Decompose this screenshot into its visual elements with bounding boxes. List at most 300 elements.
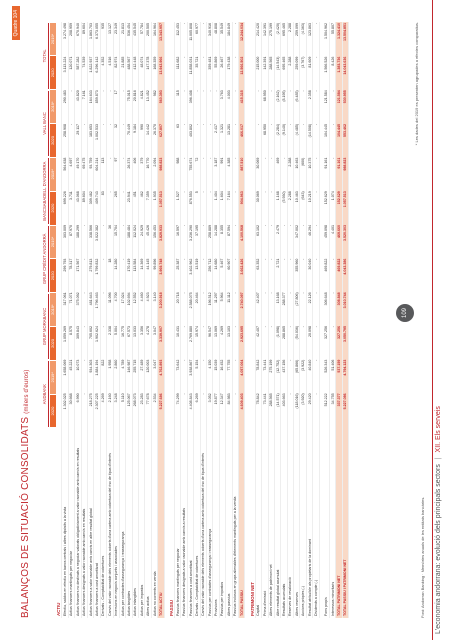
footnote-note: * Les dades del 2019 es presenten agrupades a efectes comparatius. <box>414 22 419 146</box>
cell-value: 14.043.636 <box>343 56 348 75</box>
cell-value: - <box>313 56 318 58</box>
cell-value: (14.571) <box>275 393 280 407</box>
row-label: Efectiu, saldos en efectiu en bancs centrals i altres dipòsits a la vista <box>63 506 68 616</box>
cell-value: 1.324.410 <box>337 22 342 39</box>
cell-value: 14.442 <box>146 123 151 135</box>
cell-value: - <box>182 359 187 361</box>
footer-section: XII. Els serveis <box>435 406 442 453</box>
cell-value: (8.195) <box>281 90 286 102</box>
cell-value: 10.219 <box>307 191 312 203</box>
cell-value: 403.663 <box>281 393 286 407</box>
cell-value: 13.943.966 <box>158 56 163 75</box>
cell-value: - <box>262 325 267 328</box>
cell-value: 1.604 <box>220 191 225 201</box>
row-label: Actius financers a valor raonable amb canvis en altre resultat global <box>88 508 93 616</box>
cell-value: - <box>262 157 267 159</box>
year-header: 2020 <box>50 259 56 292</box>
cell-value: 63 <box>175 123 180 128</box>
cell-value: 21.813 <box>120 22 125 34</box>
cell-value: 72 <box>194 157 199 162</box>
cell-value: 876.553 <box>188 191 193 205</box>
cell-value: 3.829.933 <box>158 224 163 241</box>
cell-value: 3.248 <box>114 393 119 403</box>
cell-value: 89.604 <box>82 191 87 203</box>
year-header: 2020 <box>50 56 56 89</box>
cell-value: 24.929 <box>139 224 144 236</box>
cell-value: 147.378 <box>146 56 151 70</box>
cell-value: 2.479 <box>275 224 280 234</box>
cell-value: 2.417 <box>214 123 219 133</box>
cell-value: 9.184 <box>133 123 138 133</box>
cell-value: 396.408 <box>188 90 193 104</box>
cell-value: 13.281 <box>226 123 231 135</box>
cell-value: 451 <box>133 191 138 198</box>
cell-value: 13.452 <box>146 90 151 102</box>
cell-value: 13.033 <box>133 325 138 337</box>
cell-value: 1.002.533 <box>95 123 100 140</box>
cell-value: 97 <box>114 157 119 162</box>
cell-value: - <box>69 123 74 126</box>
cell-value: - <box>313 22 318 25</box>
cell-value: - <box>301 292 306 294</box>
cell-value: - <box>207 191 212 193</box>
row-label: TOTAL ACTIU <box>158 592 163 616</box>
cell-value: 437.156 <box>281 359 286 373</box>
table-tag: Quadre 104 <box>12 6 20 40</box>
cell-value: 1.383.736 <box>337 56 342 73</box>
footer-bar <box>435 0 449 640</box>
cell-value: - <box>82 325 87 328</box>
cell-value: 10.431 <box>175 325 180 337</box>
cell-value: - <box>281 258 286 260</box>
cell-value: - <box>313 325 318 328</box>
cell-value: 8.575 <box>69 325 74 335</box>
cell-value: - <box>82 224 87 227</box>
cell-value: 309.843 <box>75 325 80 339</box>
row-label: Passius financers a cost amortitzat <box>188 560 193 616</box>
cell-value: 466.017 <box>239 123 244 137</box>
cell-value: - <box>233 22 238 25</box>
cell-value: 5 <box>194 191 199 194</box>
cell-value: 2.288 <box>288 56 293 66</box>
year-header: 2019* <box>50 90 56 123</box>
cell-value: - <box>233 224 238 227</box>
cell-value: - <box>233 90 238 92</box>
cell-value: 142.391 <box>262 56 267 70</box>
row-label: Derivats - Comptabilitat de cobertures <box>101 555 106 616</box>
cell-value: 4.762.893 <box>158 359 163 376</box>
cell-value: - <box>288 393 293 395</box>
cell-value: 265 <box>114 191 119 198</box>
cell-value: 3.113.224 <box>63 56 68 73</box>
cell-value: 2.094 <box>152 157 157 167</box>
cell-value: 11.096 <box>107 292 112 304</box>
cell-value: 1.302.025 <box>63 393 68 410</box>
row-label: TOTAL PATRIMONI NET <box>337 575 342 616</box>
cell-value: 142.391 <box>262 22 267 36</box>
cell-value: - <box>201 359 206 361</box>
cell-value: 415.315 <box>239 90 244 104</box>
cell-value: 12.244.034 <box>239 22 244 41</box>
cell-value: - <box>313 191 318 193</box>
cell-value: 164.964 <box>152 22 157 36</box>
cell-value: 26.467 <box>220 56 225 68</box>
cell-value: 16.770 <box>146 157 151 169</box>
cell-value: - <box>233 292 238 294</box>
total-row <box>343 22 349 618</box>
cell-value: 564.638 <box>63 157 68 171</box>
cell-value: 71.071 <box>69 292 74 304</box>
row-label: TOTAL PASSIU <box>239 590 244 616</box>
cell-value: - <box>107 157 112 159</box>
cell-value: - <box>194 90 199 92</box>
cell-value: 2.358 <box>307 90 312 100</box>
cell-value: 469.822 <box>337 258 342 272</box>
cell-value: 4.043.386 <box>343 258 348 275</box>
cell-value: 4.821 <box>139 90 144 100</box>
cell-value: (2.284) <box>275 123 280 136</box>
cell-value: 183.653 <box>88 123 93 137</box>
cell-value: 587.282 <box>75 56 80 70</box>
cell-value: - <box>262 224 267 227</box>
row-label: Actius intangibles <box>133 588 138 616</box>
cell-value: - <box>214 90 219 92</box>
cell-value: - <box>120 191 125 193</box>
cell-value: 78.317 <box>69 258 74 270</box>
cell-value: 99.896 <box>152 258 157 270</box>
cell-value: 1.321 <box>220 123 225 133</box>
row-label: ACTIU <box>56 602 62 616</box>
cell-value: (3.922) <box>301 359 306 372</box>
cell-value: 303.009 <box>63 224 68 238</box>
group-header: GRUP MORABANC <box>42 294 49 360</box>
cell-value: - <box>262 292 267 294</box>
cell-value: 1.057.513 <box>158 191 163 208</box>
year-header: 2019* <box>50 293 56 326</box>
cell-value: 1.059.269 <box>63 325 68 342</box>
cell-value: 208.959 <box>69 22 74 36</box>
cell-value: - <box>69 90 74 92</box>
cell-value: - <box>301 123 306 126</box>
row-label: Inversions en negocis conjunts i associades <box>114 546 119 616</box>
cell-value: 4.269 <box>220 325 225 335</box>
cell-value: 30.668 <box>69 393 74 405</box>
cell-value: 115 <box>175 90 180 97</box>
cell-value: (12.752) <box>275 359 280 374</box>
cell-value: 123.863 <box>307 22 312 36</box>
cell-value: - <box>288 123 293 126</box>
row-label: Resultats acumulats <box>281 583 286 616</box>
cell-value: 2.338 <box>107 325 112 335</box>
cell-value: 70.449 <box>126 123 131 135</box>
cell-value: 279.813 <box>88 258 93 272</box>
cell-value: 73.441 <box>262 359 267 371</box>
cell-value: - <box>194 123 199 126</box>
cell-value: 30.069 <box>256 157 261 169</box>
cell-value: 75.015 <box>126 90 131 102</box>
cell-value: 4.269 <box>101 393 106 403</box>
group-header: GRUP CRÈDIT ANDORRÀ <box>42 226 49 292</box>
cell-value: (643) <box>301 191 306 200</box>
row-label: PASSIU <box>168 599 174 616</box>
cell-value: 96.547 <box>207 325 212 337</box>
cell-value: - <box>281 157 286 159</box>
cell-value: 2.288 <box>288 157 293 167</box>
cell-value: 42.407 <box>256 325 261 337</box>
cell-value: 488.567 <box>126 56 131 70</box>
cell-value: 3.763 <box>220 90 225 100</box>
cell-value: 1.057.513 <box>343 191 348 208</box>
cell-value: 55.807 <box>330 22 335 34</box>
row-label: Accions pròpies (-) <box>301 586 306 616</box>
cell-value: 256.712 <box>207 258 212 272</box>
cell-value: 327.256 <box>337 325 342 339</box>
row-label: Actius financers mantinguts per negociar <box>69 551 74 616</box>
cell-value: 14.280 <box>114 258 119 270</box>
cell-value: 259.099 <box>294 22 299 36</box>
cell-value: - <box>256 123 261 126</box>
footer-rule <box>432 0 433 640</box>
cell-value: 988.823 <box>343 157 348 171</box>
cell-value: 77.755 <box>226 359 231 371</box>
cell-value: 4.794.123 <box>343 359 348 376</box>
cell-value: 3.187 <box>214 157 219 167</box>
cell-value: 196.512 <box>207 292 212 306</box>
row-label: Passius inclosos en grups alienables d'elements mantinguts per a la venda <box>233 496 238 616</box>
cell-value: 258.908 <box>63 123 68 137</box>
cell-value: - <box>201 325 206 328</box>
row-label: Actius no corrents en venda <box>152 571 157 616</box>
cell-value: 15.974 <box>194 325 199 337</box>
cell-value: 2.160 <box>107 393 112 403</box>
year-header: 2019* <box>50 158 56 191</box>
row-label: Actius per impostos <box>139 584 144 616</box>
cell-value: - <box>313 224 318 227</box>
cell-value: 23.941 <box>126 191 131 203</box>
cell-value: 553.462 <box>343 123 348 137</box>
cell-value: 14.369 <box>139 258 144 270</box>
cell-value: 15.704 <box>114 224 119 236</box>
cell-value: 215.000 <box>256 56 261 70</box>
cell-value: 63.352 <box>256 258 261 270</box>
cell-value: - <box>182 393 187 395</box>
year-header: 2019* <box>50 226 56 259</box>
cell-value: 355.960 <box>294 258 299 272</box>
cell-value: 982 <box>152 90 157 97</box>
year-header: 2019* <box>50 23 56 56</box>
cell-value: 91.161 <box>337 157 342 169</box>
cell-value: - <box>201 123 206 126</box>
cell-value: 379 <box>139 157 144 164</box>
row-label: Reserves de revaloració <box>288 577 293 616</box>
cell-value: - <box>82 292 87 294</box>
cell-value: 3.010.744 <box>343 292 348 309</box>
cell-value: 30.069 <box>256 191 261 203</box>
cell-value: 990 <box>139 123 144 130</box>
cell-value: 887.510 <box>239 157 244 171</box>
cell-value: 5.964 <box>220 292 225 302</box>
cell-value: 288.565 <box>269 393 274 407</box>
cell-value: - <box>107 191 112 193</box>
cell-value: - <box>233 258 238 260</box>
cell-value: - <box>201 22 206 25</box>
row-label: Passius per impostos <box>220 581 225 616</box>
cell-value: 10.073 <box>75 359 80 371</box>
title-unit: (milers d'euros) <box>24 369 30 414</box>
row-label: TOTAL PASSIU I PATRIMONI NET <box>343 559 348 616</box>
cell-value: 403.802 <box>188 123 193 137</box>
row-label: Altres elements de patrimoni net <box>269 564 274 616</box>
cell-value: 1.799.832 <box>95 258 100 275</box>
cell-value: - <box>82 258 87 260</box>
row-label: Resultat atribuïble als propietaris de la dominant <box>307 539 312 616</box>
cell-value: 705.602 <box>88 325 93 339</box>
cell-value: 7.164 <box>226 191 231 201</box>
cell-value: - <box>182 191 187 193</box>
cell-value: - <box>330 157 335 159</box>
row-label: Actius per contractes d'assegurança i reassegurança <box>120 531 125 616</box>
cell-value: 991 <box>220 157 225 164</box>
cell-value: 30.040 <box>307 258 312 270</box>
cell-value: 29.420 <box>307 393 312 405</box>
cell-value: - <box>269 90 274 92</box>
year-header: 2020 <box>50 395 56 428</box>
cell-value: 537.159 <box>337 359 342 373</box>
cell-value: - <box>313 258 318 260</box>
cell-value: 23.283 <box>139 393 144 405</box>
cell-value: - <box>120 258 125 260</box>
cell-value: 78.842 <box>256 393 261 405</box>
cell-value: - <box>182 258 187 260</box>
cell-value: 93.759 <box>88 157 93 169</box>
cell-value: (4.363) <box>301 22 306 35</box>
cell-value: 3.052 <box>207 393 212 403</box>
cell-value: 288.865 <box>281 325 286 339</box>
cell-value: 11.858.031 <box>188 56 193 75</box>
cell-value: 188.484 <box>126 224 131 238</box>
cell-value: 83 <box>101 191 106 196</box>
cell-value: 3.969.748 <box>158 258 163 275</box>
cell-value: 19.877 <box>214 393 219 405</box>
cell-value: 87.970 <box>69 224 74 236</box>
cell-value: 84.983 <box>226 393 231 405</box>
cell-value: 13.069 <box>214 325 219 337</box>
cell-value: 37.195 <box>194 224 199 236</box>
cell-value: 670.940 <box>75 22 80 36</box>
cell-value: (14.508) <box>307 123 312 138</box>
group-header: VALL BANC <box>42 91 49 157</box>
cell-value: 5.227.686 <box>158 393 163 410</box>
row-label: Provisions <box>214 599 219 616</box>
cell-value: 627.807 <box>158 123 163 137</box>
cell-value: 409.743 <box>95 191 100 205</box>
cell-value: 63.102 <box>256 224 261 236</box>
cell-value: 2.923.695 <box>239 325 244 342</box>
year-header: 2020 <box>50 192 56 225</box>
cell-value: 3.200.918 <box>158 292 163 309</box>
cell-value: 113 <box>101 157 106 164</box>
cell-value: 560.393 <box>158 90 163 104</box>
cell-value: - <box>82 123 87 126</box>
cell-value: 3.047 <box>152 325 157 335</box>
cell-value: 57.784 <box>139 22 144 34</box>
cell-value: - <box>101 258 106 260</box>
cell-value: 268.073 <box>133 393 138 407</box>
cell-value: 12.347 <box>220 393 225 405</box>
cell-value: 5.467 <box>220 258 225 268</box>
cell-value: - <box>82 359 87 361</box>
cell-value: 8.355 <box>220 224 225 234</box>
cell-value: 152.629 <box>324 191 329 205</box>
cell-value: - <box>233 157 238 159</box>
cell-value: 406 <box>133 157 138 164</box>
cell-value: - <box>262 191 267 193</box>
cell-value: - <box>330 258 335 260</box>
group-header: ANDBANK <box>42 361 49 427</box>
cell-value: 1.958 <box>107 359 112 369</box>
page-number: 109 <box>396 304 414 322</box>
cell-value: 1.822.937 <box>88 56 93 73</box>
row-label: Canvis del valor raonable dels elements coberts d'una cartera amb cobertura del risc de tipus d'interès <box>201 453 206 616</box>
cell-value: - <box>101 325 106 328</box>
cell-value: 10.463 <box>294 157 299 169</box>
cell-value: 26.370 <box>152 123 157 135</box>
cell-value: 12.552 <box>133 292 138 304</box>
cell-value: 6.296.142 <box>95 56 100 73</box>
cell-value: 308.848 <box>337 292 342 306</box>
cell-value: 275.199 <box>269 359 274 373</box>
cell-value: - <box>201 393 206 395</box>
cell-value: 3.339.907 <box>158 325 163 342</box>
cell-value: 25.387 <box>175 258 180 270</box>
cell-value: 18 <box>107 258 112 263</box>
cell-value: - <box>281 224 286 227</box>
cell-value: 91.161 <box>324 157 329 169</box>
cell-value: - <box>207 90 212 92</box>
cell-value: 218.275 <box>88 393 93 407</box>
cell-value: 4.003 <box>226 90 231 100</box>
row-label: Passius financers mantinguts per negociar <box>175 548 180 616</box>
cell-value: 51.406 <box>330 359 335 371</box>
cell-value: 8.426 <box>330 56 335 66</box>
cell-value: - <box>101 224 106 227</box>
cell-value: 1.404 <box>214 191 219 201</box>
cell-value: 4.385 <box>226 157 231 167</box>
cell-value: 35.549 <box>220 22 225 34</box>
cell-value: 935 <box>101 22 106 29</box>
cell-value: - <box>182 56 187 58</box>
cell-value: 2.307.225 <box>95 393 100 410</box>
cell-value: 102.694 <box>126 292 131 306</box>
cell-value: - <box>313 292 318 294</box>
row-label: Dividends a compte (-) <box>313 579 318 616</box>
cell-value: - <box>120 123 125 126</box>
cell-value: 2.860 <box>114 359 119 369</box>
cell-value: 188.299 <box>75 224 80 238</box>
cell-value: 1.168 <box>275 191 280 201</box>
cell-value: 74.299 <box>175 393 180 405</box>
cell-value: 125.067 <box>126 393 131 407</box>
cell-value: 1.884.194 <box>95 359 100 376</box>
cell-value: 7.161 <box>82 90 87 100</box>
cell-value: 412.448 <box>133 56 138 70</box>
cell-value: 469.822 <box>324 258 329 272</box>
year-header: 2020 <box>50 124 56 157</box>
group-header: TOTAL <box>42 23 49 89</box>
cell-value: - <box>330 90 335 92</box>
cell-value: 60.907 <box>226 258 231 270</box>
cell-value: 20.718 <box>175 292 180 304</box>
